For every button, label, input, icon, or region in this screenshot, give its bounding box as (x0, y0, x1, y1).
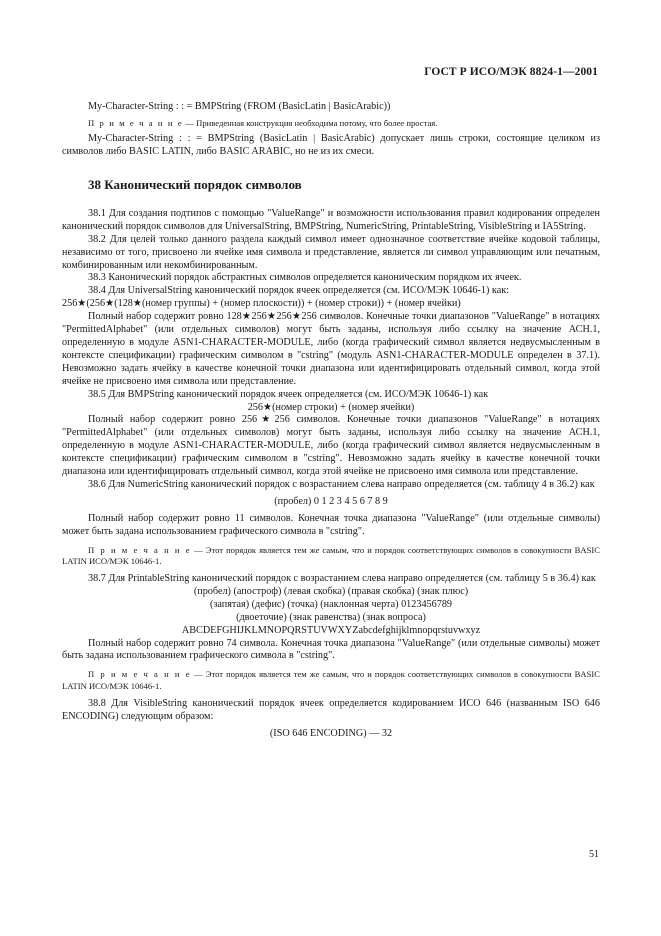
note-1-label: П р и м е ч а н и е (88, 117, 184, 128)
clause-38-8: 38.8 Для VisibleString канонический порядок ячеек определяется кодированием ИСО 646 (названным ISO 646 ENCODING) следующим образом: (62, 697, 600, 722)
page-number: 51 (589, 849, 599, 860)
note-2-label: П р и м е ч а н и е (88, 544, 192, 555)
clause-38-1: 38.1 Для создания подтипов с помощью "ValueRange" и возможности использования правил кодирования определен канонический порядок символов для UniversalString, BMPString, NumericString, PrintableString, VisibleString и IA5String. (62, 207, 600, 232)
formula-38-5: 256★(номер строки) + (номер ячейки) (247, 401, 415, 413)
clause-38-3: 38.3 Канонический порядок абстрактных символов определяется каноническим порядком их ячеек. (88, 272, 522, 284)
note-1 (62, 118, 600, 129)
formula-38-7-d: ABCDEFGHIJKLMNOPQRSTUVWXYZabcdefghijklmnopqrstuvwxyz (181, 624, 481, 636)
clause-38-4: 38.4 Для UniversalString канонический порядок ячеек определяется (см. ИСО/МЭК 10646-1) как: (88, 285, 510, 297)
clause-38-7-body: Полный набор содержит ровно 74 символа. Конечная точка диапазона "ValueRange" (или отдельные символы) может быть задана использованием графического символа в "cstring". (62, 637, 600, 662)
formula-38-4: 256★(256★(128★(номер группы) + (номер плоскости)) + (номер строки)) + (номер ячейки) (62, 298, 461, 310)
document-body (62, 101, 600, 740)
note-1-text: — Приведенная конструкция необходима потому, что более простая. (183, 117, 438, 128)
note-2 (62, 545, 600, 567)
formula-38-7-a: (пробел) (апостроф) (левая скобка) (правая скобка) (знак плюс) (193, 585, 469, 597)
clause-38-2: 38.2 Для целей только данного раздела каждый символ имеет однозначное соответствие ячейке кодовой таблицы, независимо от того, присвоено ли ячейке имя символа и представление, является ли символ управляющим или печатным, комбинированным или некомбинированным. (62, 233, 600, 271)
formula-38-7-b: (запятая) (дефис) (точка) (наклонная черта) 0123456789 (209, 598, 453, 610)
formula-38-8: (ISO 646 ENCODING) — 32 (269, 727, 393, 739)
section-heading: 38 Канонический порядок символов (88, 176, 302, 192)
clause-38-5: 38.5 Для BMPString канонический порядок ячеек определяется (см. ИСО/МЭК 10646-1) как (88, 388, 489, 400)
formula-38-6: (пробел) 0 1 2 3 4 5 6 7 8 9 (274, 495, 388, 507)
clause-38-4-body: Полный набор содержит ровно 128★256★256★256 символов. Конечные точки диапазонов "ValueRange" в нотациях "PermittedAlphabet" (или отдельных символов) могут быть заданы, используя либо ссылку на значение АСН.1, определенную в модуле ASN1-CHARACTER-MODULE, либо (когда графический символ является недвусмысленным в контексте спецификации) графическим символом в "cstring" (модуль ASN1-CHARACTER-MODULE определен в 37.1). Невозможно задать ячейку в качестве конечной точки диапазона или идентифицировать отдельный символ, когда этой ячейке не присвоено имя символа или представление. (62, 311, 600, 387)
code-line-1: My-Character-String : : = BMPString (FROM (BasicLatin | BasicArabic)) (88, 101, 391, 112)
note-3 (62, 669, 600, 691)
note-3-label: П р и м е ч а н и е (88, 669, 192, 680)
note-2-text: — Этот порядок является тем же самым, что и порядок соответствующих символов в совокупности BASIC LATIN ИСО/МЭК 10646-1. (62, 544, 600, 566)
clause-38-5-body: Полный набор содержит ровно 256★256 символов. Конечные точки диапазонов "ValueRange" в нотациях "PermittedAlphabet" (или отдельных символов) могут быть заданы, используя либо ссылку на значение АСН.1, определенную в модуле ASN1-CHARACTER-MODULE, либо (когда графический символ является недвусмысленным в контексте спецификации) графическим символом в "cstring". Невозможно задать ячейку в качестве конечной точки диапазона или идентифицировать отдельный символ, когда этой ячейке не присвоено имя символа или представление. (62, 414, 600, 478)
code-line-2: My-Character-String : : = BMPString (BasicLatin | BasicArabic) допускает лишь строки, состоящие целиком из символов либо BASIC LATIN, либо BASIC ARABIC, но не из их смеси. (62, 133, 600, 158)
clause-38-6: 38.6 Для NumericString канонический порядок с возрастанием слева направо определяется (см. таблицу 4 в 36.2) как (88, 478, 595, 490)
document-header: ГОСТ Р ИСО/МЭК 8824-1—2001 (424, 66, 598, 78)
clause-38-6-body: Полный набор содержит ровно 11 символов. Конечная точка диапазона "ValueRange" (или отдельные символы) может быть задана использованием графического символа в "cstring". (62, 512, 600, 537)
clause-38-7: 38.7 Для PrintableString канонический порядок с возрастанием слева направо определяется (см. таблицу 5 в 36.4) как (88, 572, 596, 584)
formula-38-7-c: (двоеточие) (знак равенства) (знак вопроса) (236, 611, 426, 623)
note-3-text: — Этот порядок является тем же самым, что и порядок соответствующих символов в совокупности BASIC LATIN ИСО/МЭК 10646-1. (62, 669, 600, 691)
